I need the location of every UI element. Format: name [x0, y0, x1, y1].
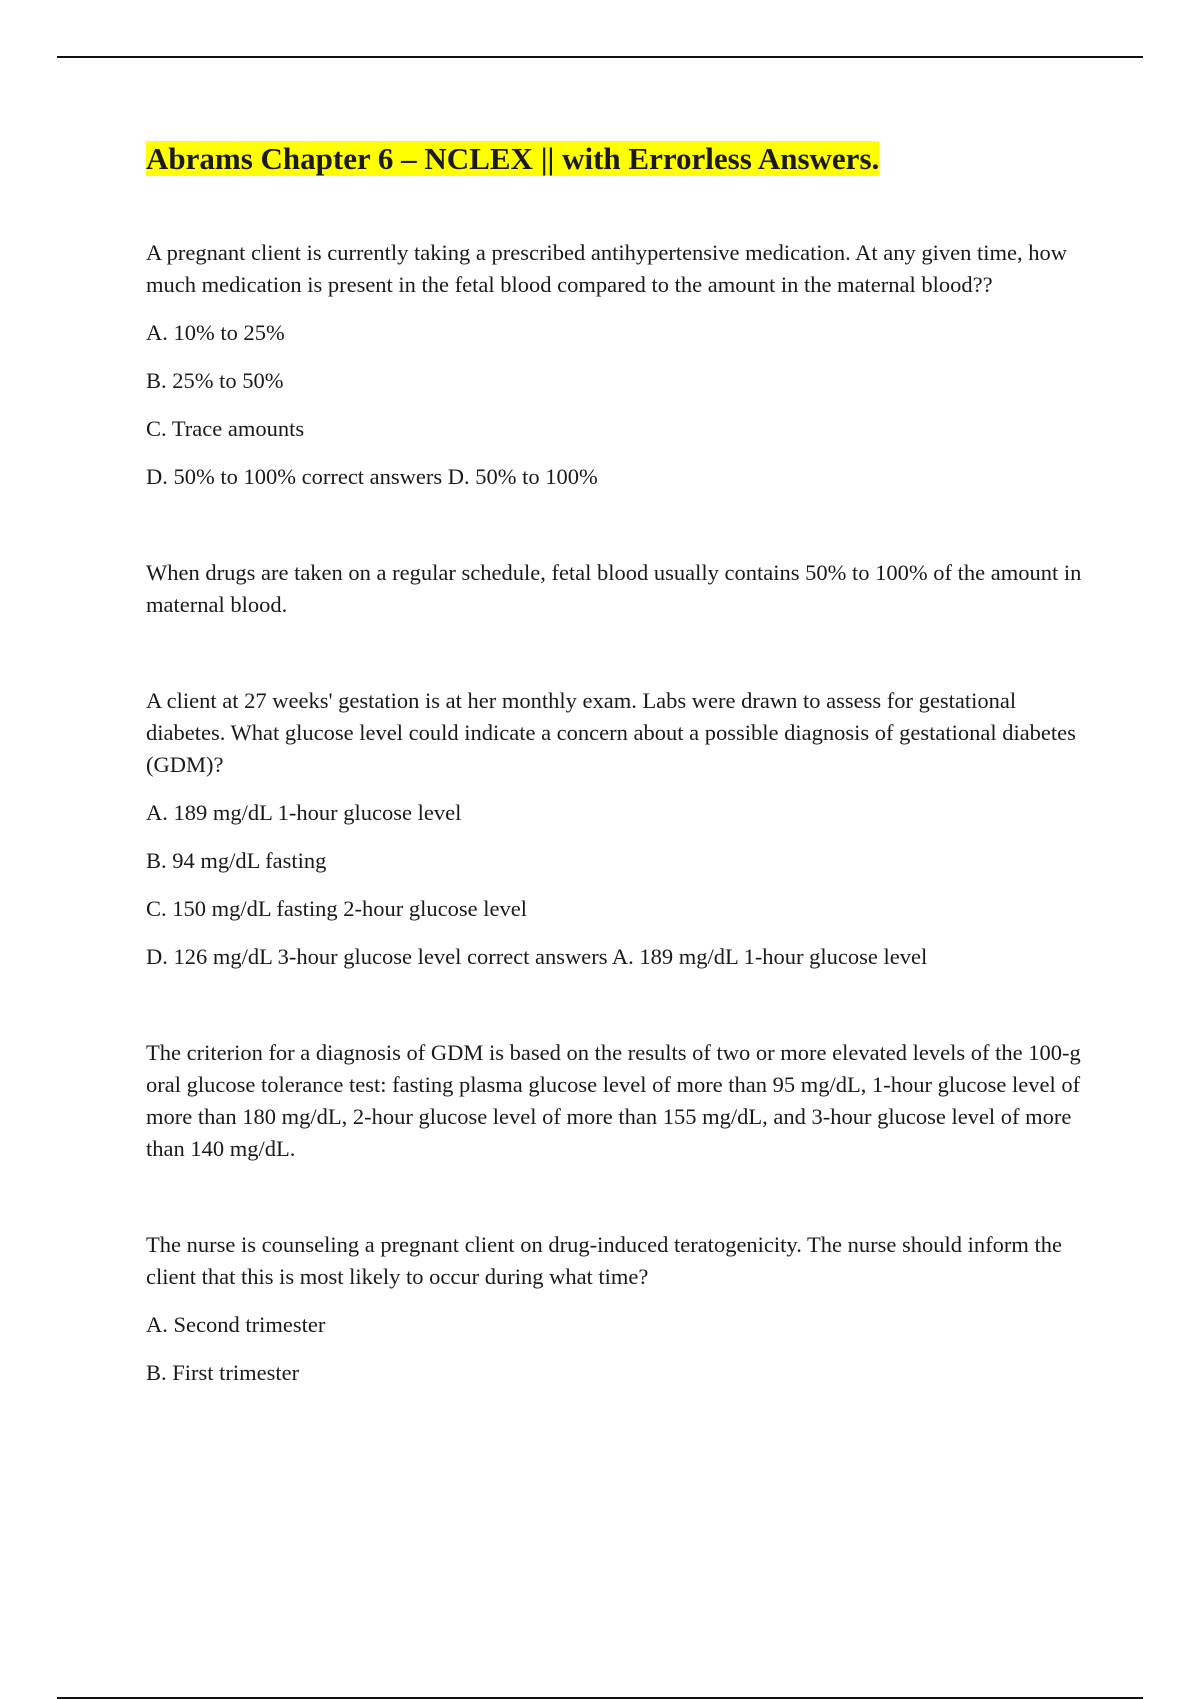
- rationale-text: When drugs are taken on a regular schedule, fetal blood usually contains 50% to 100% of the amount in maternal blood.: [146, 559, 1082, 617]
- document-title: [146, 140, 1096, 179]
- answer-option: A. Second trimester: [146, 1311, 326, 1337]
- answer-option: C. 150 mg/dL fasting 2-hour glucose level: [146, 895, 527, 921]
- question-text: A pregnant client is currently taking a prescribed antihypertensive medication. At any given time, how much medication is present in the fetal blood compared to the amount in the maternal blood??: [146, 239, 1067, 297]
- answer-option: B. First trimester: [146, 1359, 300, 1385]
- answer-option: D. 126 mg/dL 3-hour glucose level correct answers A. 189 mg/dL 1-hour glucose level: [146, 943, 928, 969]
- question-block-3: [146, 1229, 1096, 1389]
- answer-option: B. 94 mg/dL fasting: [146, 847, 327, 873]
- answer-option: C. Trace amounts: [146, 415, 305, 441]
- question-text: A client at 27 weeks' gestation is at her monthly exam. Labs were drawn to assess for gestational diabetes. What glucose level could indicate a concern about a possible diagnosis of gestational diabetes (GDM)?: [146, 687, 1076, 777]
- top-rule: [57, 56, 1143, 58]
- answer-option: B. 25% to 50%: [146, 367, 284, 393]
- rationale-text: The criterion for a diagnosis of GDM is based on the results of two or more elevated levels of the 100-g oral glucose tolerance test: fasting plasma glucose level of more than 95 mg/dL, 1-hour glucose level of more than 180 mg/dL, 2-hour glucose level of more than 155 mg/dL, and 3-hour glucose level of more than 140 mg/dL.: [146, 1039, 1081, 1161]
- question-block-1: [146, 237, 1096, 493]
- question-block-2: [146, 685, 1096, 973]
- bottom-rule: [57, 1697, 1143, 1699]
- answer-option: A. 189 mg/dL 1-hour glucose level: [146, 799, 462, 825]
- answer-option: A. 10% to 25%: [146, 319, 285, 345]
- document-body: [146, 140, 1096, 1389]
- title-highlight: Abrams Chapter 6 – NCLEX || with Errorless Answers.: [146, 141, 880, 176]
- question-text: The nurse is counseling a pregnant client on drug-induced teratogenicity. The nurse should inform the client that this is most likely to occur during what time?: [146, 1231, 1062, 1289]
- answer-option: D. 50% to 100% correct answers D. 50% to 100%: [146, 463, 598, 489]
